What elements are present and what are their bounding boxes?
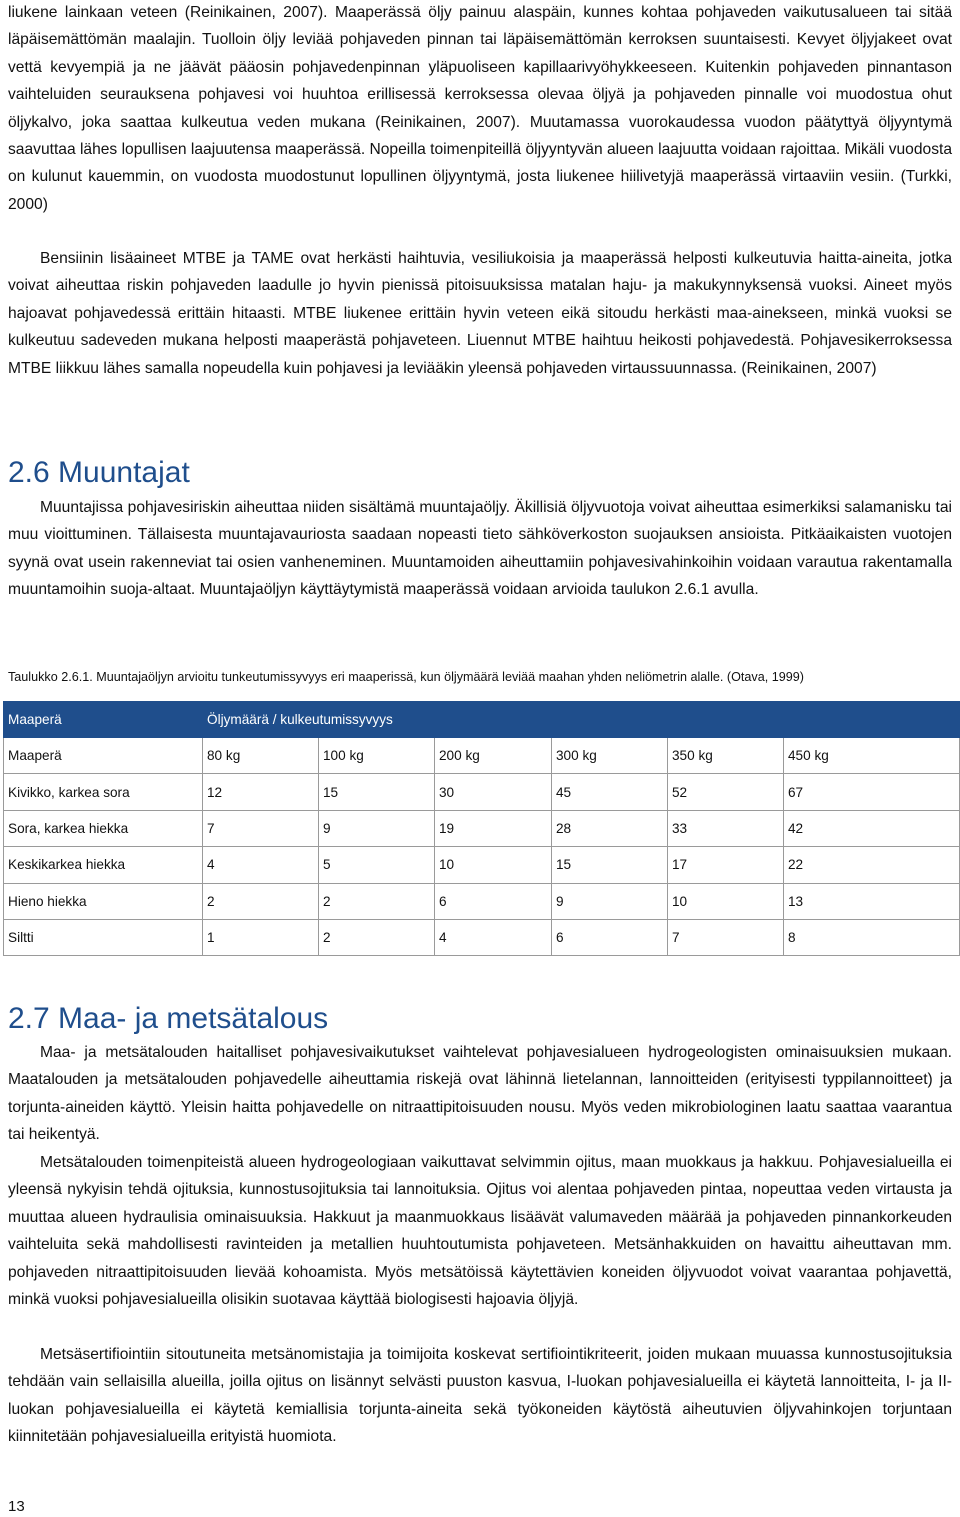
table-subheader-cell: 200 kg	[435, 738, 552, 774]
table-cell-depth: 9	[319, 810, 435, 846]
table-row	[4, 810, 960, 846]
table-cell-depth: 6	[552, 919, 668, 955]
table-cell-depth: 5	[319, 847, 435, 883]
table-cell-depth: 22	[784, 847, 960, 883]
paragraph-maa-metsatalous-3: Metsäsertifiointiin sitoutuneita metsänomistajia ja toimijoita koskevat sertifiointikriteerit, joiden mukaan muuassa kunnostusojituksia tehdään vain sellaisilla alueilla, joilla ojitus on lisännyt selvästi puuston kasvua, I-luokan pohjavesialueilla ei käytetä lannoitteita, I- ja II-luokan pohjavesialueilla ei käytetä kemiallisia torjunta-aineita sekä työkoneiden käytöstä aiheutuvien öljyvahinkojen torjuntaan kiinnitetään pohjavesialueilla erityistä huomiota.	[8, 1346, 952, 1446]
table-cell-depth: 2	[203, 883, 319, 919]
paragraph-maa-metsatalous-2: Metsätalouden toimenpiteistä alueen hydrogeologiaan vaikuttavat selvimmin ojitus, maan muokkaus ja hakkuu. Pohjavesialueilla ei yleensä nykyisin tehdä ojituksia, kunnostusojituksia tai lannoituksia. Ojitus voi alentaa pohjaveden pintaa, nopeuttaa veden virtausta ja muuttaa alueen hydraulisia ominaisuuksia. Hakkuut ja maanmuokkaus lisäävät valumaveden määrää ja pohjaveden pinnankorkeuden vaihteluita sekä mahdollisesti ravinteiden ja metallien huuhtoutumista pohjaveteen. Metsänhakkuiden on havaittu aiheuttavan mm. pohjaveden nitraattipitoisuuden lievää kohoamista. Myös metsätöissä käytettävien koneiden öljyvuodot voivat vaarantaa pohjavettä, minkä vuoksi pohjavesialueilla olisikin suotavaa käyttää biologisesti hajoavia öljyjä.	[8, 1154, 952, 1309]
table-row	[4, 919, 960, 955]
table-cell-depth: 28	[552, 810, 668, 846]
paragraph-maa-metsatalous-1: Maa- ja metsätalouden haitalliset pohjavesivaikutukset vaihtelevat pohjavesialueen hydrogeologisten ominaisuuksien mukaan. Maatalouden ja metsätalouden pohjavedelle aiheuttamia riskejä ovat lähinnä lietelannan, lannoitteiden (erityisesti typpilannoitteet) ja torjunta-aineiden käyttö. Yleisin haitta pohjavedelle on nitraattipitoisuuden nousu. Myös veden mikrobiologinen laatu saattaa vaarantua tai heikentyä.	[8, 1044, 952, 1144]
table-cell-depth: 52	[668, 774, 784, 810]
table-row	[4, 883, 960, 919]
table-subheader-cell: 300 kg	[552, 738, 668, 774]
table-header-row	[4, 702, 960, 738]
page-number: 13	[8, 1498, 25, 1515]
table-row	[4, 774, 960, 810]
section-heading-2-7: 2.7 Maa- ja metsätalous	[8, 1002, 329, 1035]
table-subheader-cell: 350 kg	[668, 738, 784, 774]
table-cell-depth: 9	[552, 883, 668, 919]
table-cell-depth: 2	[319, 919, 435, 955]
table-cell-depth: 45	[552, 774, 668, 810]
table-cell-depth: 4	[435, 919, 552, 955]
table-subheader-cell: 450 kg	[784, 738, 960, 774]
table-cell-soil-type: Kivikko, karkea sora	[4, 774, 203, 810]
table-cell-depth: 33	[668, 810, 784, 846]
table-cell-soil-type: Keskikarkea hiekka	[4, 847, 203, 883]
table-cell-depth: 15	[319, 774, 435, 810]
paragraph-mtbe: Bensiinin lisäaineet MTBE ja TAME ovat herkästi haihtuvia, vesiliukoisia ja maaperässä helposti kulkeutuvia haitta-aineita, jotka voivat aiheuttaa riskin pohjaveden laadulle jo hyvin pienissä pitoisuuksissa matalan haju- ja makukynnyksensä vuoksi. Aineet myös hajoavat pohjavedessä erittäin hitaasti. MTBE liukenee erittäin hyvin veteen eikä sitoudu herkästi maa-ainekseen, minkä vuoksi se kulkeutuu sadeveden mukana helposti maaperästä pohjaveteen. Liuennut MTBE haihtuu heikosti pohjavedestä. Pohjavesikerroksessa MTBE liikkuu lähes samalla nopeudella kuin pohjavesi ja leviääkin yleensä pohjaveden virtaussuunnassa. (Reinikainen, 2007)	[8, 250, 952, 377]
paragraph-oil-behavior: liukene lainkaan veteen (Reinikainen, 2007). Maaperässä öljy painuu alaspäin, kunnes kohtaa pohjaveden vaikutusalueen tai sitää läpäisemättömän maalajin. Tuolloin öljy leviää pohjaveden pinnan tai läpäisemättömän kerroksen suuntaisesti. Kevyet öljyjakeet ovat vettä kevyempiä ja ne jäävät pääosin pohjavedenpinnan yläpuoliseen kapillaarivyöhykkeeseen. Kuitenkin pohjaveden pinnantason vaihteluiden seurauksena pohjavesi voi huuhtoa erillisessä kerroksessa olevaa öljyä ja pohjaveden pinnalle voi muodostua ohut öljykalvo, joka saattaa kulkeutua veden mukana (Reinikainen, 2007). Muutamassa vuorokaudessa vuodon päätyttyä öljyyntymä saavuttaa lähes lopullisen laajuutensa maaperässä. Nopeilla toimenpiteillä öljyyntyvän alueen laajuutta voidaan rajoittaa. Mikäli vuodosta on kulunut kauemmin, on vuodosta muodostunut lopullinen öljyyntymä, josta liukenee hiilivetyjä maaperässä virtaaviin vesiin. (Turkki, 2000)	[8, 4, 953, 213]
table-row	[4, 847, 960, 883]
table-cell-depth: 1	[203, 919, 319, 955]
table-cell-depth: 19	[435, 810, 552, 846]
table-cell-soil-type: Sora, karkea hiekka	[4, 810, 203, 846]
paragraph-muuntajat: Muuntajissa pohjavesiriskin aiheuttaa niiden sisältämä muuntajaöljy. Äkillisiä öljyvuotoja voivat aiheuttaa esimerkiksi salamanisku tai muu vioittuminen. Tällaisesta muuntajavauriosta saadaan nopeasti tieto sähköverkoston suojauksen ansioista. Pitkäaikaisten vuotojen syynä ovat usein rakenneviat tai osien vanheneminen. Muuntamoiden aiheuttamiin pohjavesivahinkoihin voidaan varautua rakentamalla muuntamoihin suoja-altaat. Muuntajaöljyn käyttäytymistä maaperässä voidaan arvioida taulukon 2.6.1 avulla.	[8, 499, 952, 599]
table-header-maapera: Maaperä	[4, 702, 203, 738]
table-cell-depth: 30	[435, 774, 552, 810]
table-cell-depth: 8	[784, 919, 960, 955]
section-heading-2-6: 2.6 Muuntajat	[8, 456, 190, 489]
table-cell-depth: 6	[435, 883, 552, 919]
table-cell-depth: 2	[319, 883, 435, 919]
table-cell-soil-type: Siltti	[4, 919, 203, 955]
table-cell-depth: 4	[203, 847, 319, 883]
table-cell-depth: 7	[668, 919, 784, 955]
table-cell-depth: 67	[784, 774, 960, 810]
table-subheader-cell: Maaperä	[4, 738, 203, 774]
table-cell-depth: 17	[668, 847, 784, 883]
table-cell-depth: 7	[203, 810, 319, 846]
table-cell-depth: 12	[203, 774, 319, 810]
table-caption: Taulukko 2.6.1. Muuntajaöljyn arvioitu tunkeutumissyvyys eri maaperissä, kun öljymäärä leviää maahan yhden neliömetrin alalle. (Otava, 1999)	[8, 670, 804, 684]
table-header-oil-amount: Öljymäärä / kulkeutumissyvyys	[203, 702, 960, 738]
table-cell-depth: 10	[435, 847, 552, 883]
table-subheader-row	[4, 738, 960, 774]
table-cell-depth: 42	[784, 810, 960, 846]
table-cell-depth: 15	[552, 847, 668, 883]
table-cell-depth: 13	[784, 883, 960, 919]
penetration-depth-table	[3, 701, 960, 956]
table-cell-soil-type: Hieno hiekka	[4, 883, 203, 919]
table-subheader-cell: 100 kg	[319, 738, 435, 774]
table-subheader-cell: 80 kg	[203, 738, 319, 774]
table-cell-depth: 10	[668, 883, 784, 919]
